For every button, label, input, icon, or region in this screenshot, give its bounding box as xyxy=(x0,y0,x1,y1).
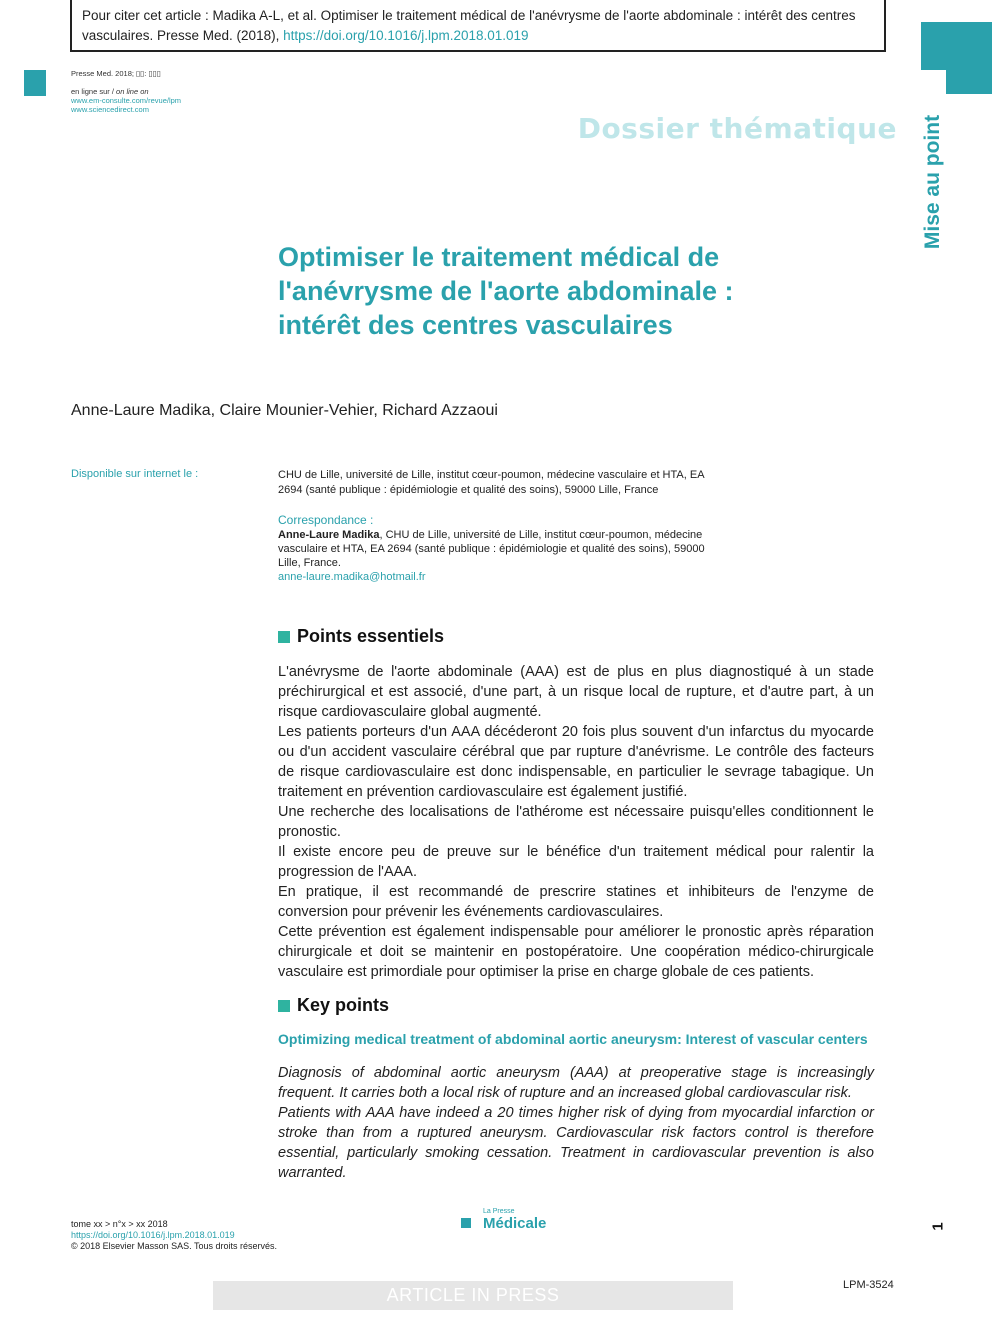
copyright: © 2018 Elsevier Masson SAS. Tous droits réservés. xyxy=(71,1241,278,1251)
authors: Anne-Laure Madika, Claire Mounier-Vehier, Richard Azzaoui xyxy=(71,402,498,419)
citation-doi-link[interactable]: https://doi.org/10.1016/j.lpm.2018.01.019 xyxy=(283,28,529,43)
journal-logo xyxy=(461,1208,546,1232)
heading-bullet-icon xyxy=(278,1000,290,1012)
paragraph: Diagnosis of abdominal aortic aneurysm (AAA) at preoperative stage is increasingly frequent. It carries both a local risk of rupture and an increased global cardiovascular risk. xyxy=(278,1065,874,1101)
paragraph: Cette prévention est également indispensable pour améliorer le pronostic après réparation chirurgicale et doit se maintenir en postopératoire. Une coopération médico-chirurgicale vasculaire est primordiale pour optimiser la prise en charge globale de ces patients. xyxy=(278,924,874,980)
logo-small-text: La Presse xyxy=(483,1208,515,1215)
correspondence-address: Anne-Laure Madika, CHU de Lille, université de Lille, institut cœur-poumon, médecine vasculaire et HTA, EA 2694 (santé publique : épidémiologie et qualité des soins), 59000 Lille, France. xyxy=(278,529,705,569)
corner-marker xyxy=(24,70,46,96)
paragraph: En pratique, il est recommandé de prescrire statines et inhibiteurs de l'enzyme de conversion pour prévenir les événements cardiovasculaires. xyxy=(278,884,874,920)
section-tab-notch xyxy=(921,70,946,94)
footer-doi-link[interactable]: https://doi.org/10.1016/j.lpm.2018.01.019 xyxy=(71,1230,235,1240)
key-points-body xyxy=(278,1063,874,1183)
heading-bullet-icon xyxy=(278,631,290,643)
article-in-press-banner: ARTICLE IN PRESS xyxy=(213,1281,733,1310)
footer-info xyxy=(71,1219,277,1252)
correspondence xyxy=(278,512,708,584)
journal-meta xyxy=(71,69,181,114)
points-essentiels-body xyxy=(278,662,874,982)
affiliation: CHU de Lille, université de Lille, institut cœur-poumon, médecine vasculaire et HTA, EA 2694 (santé publique : épidémiologie et qualité des soins), 59000 Lille, France xyxy=(278,469,704,496)
article-title: Optimiser le traitement médical de l'anévrysme de l'aorte abdominale : intérêt des centres vasculaires xyxy=(278,242,734,340)
em-consulte-link[interactable]: www.em-consulte.com/revue/lpm xyxy=(71,96,182,105)
paragraph: Il existe encore peu de preuve sur le bénéfice d'un traitement médical pour ralentir la progression de l'AAA. xyxy=(278,844,874,880)
paragraph: L'anévrysme de l'aorte abdominale (AAA) est de plus en plus diagnostiqué à un stade préchirurgical et est associé, d'une part, à un risque local de rupture, et d'autre part, à un risque cardiovasculaire global augmenté. xyxy=(278,664,874,720)
points-essentiels-heading: Points essentiels xyxy=(278,626,444,647)
correspondence-email[interactable]: anne-laure.madika@hotmail.fr xyxy=(278,571,426,583)
paragraph: Les patients porteurs d'un AAA décéderont 20 fois plus souvent d'un infarctus du myocarde ou d'un accident vasculaire cérébral que par rupture d'anévrisme. Le contrôle des facteurs de risque cardiovasculaire est donc indispensable, en particulier le sevrage tabagique. Un traitement en prévention cardiovasculaire est également justifié. xyxy=(278,724,874,800)
english-title: Optimizing medical treatment of abdominal aortic aneurysm: Interest of vascular centers xyxy=(278,1031,868,1047)
volume-info: tome xx > n°x > xx 2018 xyxy=(71,1219,168,1229)
citation-box xyxy=(70,0,886,52)
availability-label: Disponible sur internet le : xyxy=(71,468,199,480)
correspondence-label: Correspondance : xyxy=(278,513,374,527)
article-code: LPM-3524 xyxy=(843,1279,894,1291)
journal-line: Presse Med. 2018; ▯▯: ▯▯▯ xyxy=(71,69,161,78)
citation-text: Pour citer cet article : Madika A-L, et al. Optimiser le traitement médical de l'anévrysme de l'aorte abdominale : intérêt des centres vasculaires. Presse Med. (2018), xyxy=(82,8,856,43)
logo-big-text: Médicale xyxy=(483,1215,547,1232)
sciencedirect-link[interactable]: www.sciencedirect.com xyxy=(71,105,149,114)
key-points-heading: Key points xyxy=(278,995,389,1016)
side-section-label xyxy=(905,116,961,248)
logo-square-icon xyxy=(461,1218,471,1228)
side-label-text: Mise au point xyxy=(921,114,944,250)
page-number: 1 xyxy=(929,1221,947,1231)
paragraph: Patients with AAA have indeed a 20 times higher risk of dying from myocardial infarction or stroke than from a ruptured aneurysm. Cardiovascular risk factors control is therefore essential, particularly smoking cessation. Treatment in cardiovascular prevention is also warranted. xyxy=(278,1105,874,1181)
online-label: en ligne sur / on line on xyxy=(71,87,149,96)
dossier-heading: Dossier thématique xyxy=(577,112,897,145)
correspondence-name: Anne-Laure Madika xyxy=(278,529,380,541)
paragraph: Une recherche des localisations de l'athérome est nécessaire puisqu'elles conditionnent le pronostic. xyxy=(278,804,874,840)
